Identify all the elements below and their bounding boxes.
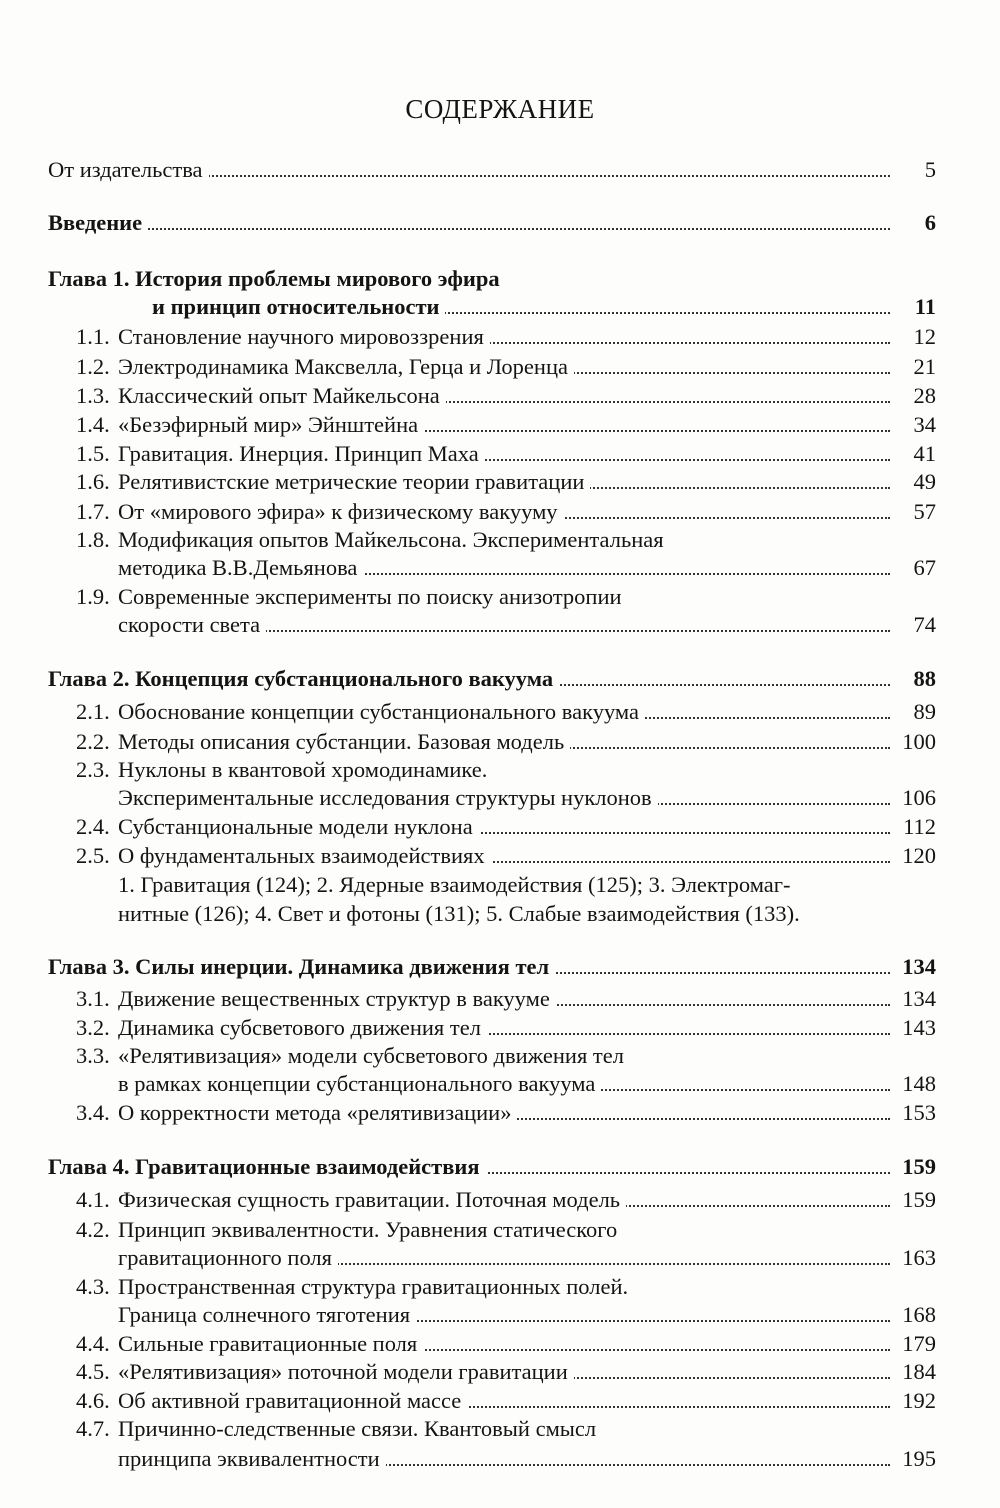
toc-page-number: 134: [902, 986, 936, 1011]
toc-entry-title: «Релятивизация» модели субсветового движения тел: [118, 1041, 940, 1071]
toc-entry-title: Экспериментальные исследования структуры нуклонов: [118, 783, 890, 813]
toc-entry: [0, 1414, 1000, 1444]
toc-entry-title: О корректности метода «релятивизации»: [118, 1098, 890, 1128]
toc-entry-title: скорости света: [118, 610, 890, 640]
toc-page-number: 120: [902, 843, 936, 868]
toc-section-number: 4.4.: [76, 1331, 110, 1356]
toc-chapter-entry: [0, 664, 1000, 694]
toc-entry: [0, 870, 1000, 900]
toc-section-number: 1.1.: [76, 324, 110, 349]
toc-entry: [0, 155, 1000, 185]
toc-entry-title: От издательства: [48, 155, 890, 185]
toc-entry: [0, 812, 1000, 842]
toc-entry: [0, 1069, 1000, 1099]
toc-section-number: 1.7.: [76, 499, 110, 524]
toc-entry-title: принципа эквивалентности: [118, 1444, 890, 1474]
toc-entry: [0, 727, 1000, 757]
toc-entry-title: Субстанциональные модели нуклона: [118, 812, 890, 842]
toc-entry-title: Движение вещественных структур в вакууме: [118, 984, 890, 1014]
toc-section-number: 4.3.: [76, 1274, 110, 1299]
toc-page-number: 159: [902, 1187, 936, 1212]
toc-page-number: 88: [913, 666, 936, 691]
toc-entry: [0, 497, 1000, 527]
toc-page-number: 153: [902, 1100, 936, 1125]
toc-entry-title: Динамика субсветового движения тел: [118, 1013, 890, 1043]
toc-page-number: 179: [902, 1331, 936, 1356]
toc-page-number: 148: [902, 1071, 936, 1096]
toc-section-number: 4.2.: [76, 1217, 110, 1242]
toc-page-number: 67: [913, 555, 936, 580]
toc-section-number: 1.9.: [76, 584, 110, 609]
toc-entry: [0, 525, 1000, 555]
toc-chapter-entry: [0, 1152, 1000, 1182]
toc-entry-title: О фундаментальных взаимодействиях: [118, 841, 890, 871]
toc-chapter-entry: [0, 208, 1000, 238]
toc-section-number: 2.2.: [76, 729, 110, 754]
toc-section-number: 3.4.: [76, 1100, 110, 1125]
toc-page-number: 74: [913, 612, 936, 637]
toc-entry: [0, 1243, 1000, 1273]
toc-section-number: 2.3.: [76, 757, 110, 782]
toc-page-number: 21: [913, 354, 936, 379]
toc-entry: [0, 1300, 1000, 1330]
toc-chapter-entry: [0, 264, 1000, 294]
toc-section-number: 1.3.: [76, 383, 110, 408]
toc-entry: [0, 1013, 1000, 1043]
toc-page-number: 159: [902, 1154, 936, 1179]
toc-entry: [0, 1098, 1000, 1128]
toc-entry-title: и принцип относительности: [152, 292, 890, 322]
toc-page-number: 11: [914, 294, 936, 319]
toc-page-number: 134: [902, 954, 936, 979]
toc-entry: [0, 1329, 1000, 1359]
toc-entry-title: Обоснование концепции субстанционального вакуума: [118, 697, 890, 727]
toc-entry-title: «Релятивизация» поточной модели гравитации: [118, 1357, 890, 1387]
toc-section-number: 2.4.: [76, 814, 110, 839]
toc-page-number: 195: [902, 1446, 936, 1471]
toc-entry-title: в рамках концепции субстанционального вакуума: [118, 1069, 890, 1099]
toc-section-number: 2.5.: [76, 843, 110, 868]
toc-entry: [0, 553, 1000, 583]
toc-chapter-entry: [0, 292, 1000, 322]
page-title: СОДЕРЖАНИЕ: [405, 94, 595, 124]
toc-entry-title: От «мирового эфира» к физическому вакууму: [118, 497, 890, 527]
toc-entry-title: Современные эксперименты по поиску анизотропии: [118, 582, 940, 612]
toc-entry: [0, 841, 1000, 871]
toc-entry-title: нитные (126); 4. Свет и фотоны (131); 5. Слабые взаимодействия (133).: [118, 899, 940, 929]
toc-entry: [0, 697, 1000, 727]
toc-page-number: 184: [902, 1359, 936, 1384]
toc-entry: [0, 1386, 1000, 1416]
toc-page-number: 49: [913, 469, 936, 494]
toc-page-number: 5: [924, 157, 936, 182]
toc-entry-title: Причинно-следственные связи. Квантовый смысл: [118, 1414, 940, 1444]
toc-entry-title: 1. Гравитация (124); 2. Ядерные взаимодействия (125); 3. Электромаг-: [118, 870, 940, 900]
toc-page-number: 100: [902, 729, 936, 754]
toc-section-number: 1.4.: [76, 412, 110, 437]
toc-entry-title: Введение: [48, 208, 890, 238]
toc-entry-title: Сильные гравитационные поля: [118, 1329, 890, 1359]
toc-entry-title: методика В.В.Демьянова: [118, 553, 890, 583]
toc-page-number: 192: [902, 1388, 936, 1413]
toc-entry: [0, 410, 1000, 440]
toc-section-number: 1.2.: [76, 354, 110, 379]
toc-entry: [0, 1215, 1000, 1245]
toc-section-number: 1.6.: [76, 469, 110, 494]
toc-entry-title: Глава 2. Концепция субстанционального вакуума: [48, 664, 890, 694]
toc-entry-title: Глава 1. История проблемы мирового эфира: [48, 264, 940, 294]
toc-entry-title: Пространственная структура гравитационных полей.: [118, 1272, 940, 1302]
toc-entry-title: Гравитация. Инерция. Принцип Маха: [118, 439, 890, 469]
toc-entry: [0, 783, 1000, 813]
toc-entry: [0, 381, 1000, 411]
toc-section-number: 3.3.: [76, 1043, 110, 1068]
toc-entry: [0, 1444, 1000, 1474]
toc-page-number: 168: [902, 1302, 936, 1327]
toc-page-number: 34: [913, 412, 936, 437]
toc-entry-title: Становление научного мировоззрения: [118, 322, 890, 352]
toc-entry-title: Классический опыт Майкельсона: [118, 381, 890, 411]
toc-section-number: 2.1.: [76, 699, 110, 724]
toc-entry-title: Релятивистские метрические теории гравитации: [118, 467, 890, 497]
toc-section-number: 4.1.: [76, 1187, 110, 1212]
toc-entry-title: Физическая сущность гравитации. Поточная модель: [118, 1185, 890, 1215]
toc-section-number: 4.5.: [76, 1359, 110, 1384]
toc-entry: [0, 467, 1000, 497]
toc-entry-title: Об активной гравитационной массе: [118, 1386, 890, 1416]
toc-section-number: 1.5.: [76, 441, 110, 466]
toc-entry: [0, 1041, 1000, 1071]
toc-entry: [0, 610, 1000, 640]
toc-section-number: 3.2.: [76, 1015, 110, 1040]
toc-entry: [0, 899, 1000, 929]
toc-entry-title: Глава 4. Гравитационные взаимодействия: [48, 1152, 890, 1182]
toc-page-number: 28: [913, 383, 936, 408]
toc-entry: [0, 984, 1000, 1014]
toc-entry: [0, 1357, 1000, 1387]
toc-entry-title: гравитационного поля: [118, 1243, 890, 1273]
toc-entry: [0, 755, 1000, 785]
toc-entry-title: Нуклоны в квантовой хромодинамике.: [118, 755, 940, 785]
toc-section-number: 4.7.: [76, 1416, 110, 1441]
toc-page-number: 6: [924, 210, 936, 235]
toc-entry: [0, 439, 1000, 469]
toc-chapter-entry: [0, 952, 1000, 982]
toc-page-number: 57: [913, 499, 936, 524]
toc-entry: [0, 352, 1000, 382]
toc-entry-title: Граница солнечного тяготения: [118, 1300, 890, 1330]
toc-page-number: 12: [913, 324, 936, 349]
toc-entry: [0, 322, 1000, 352]
toc-entry-title: Принцип эквивалентности. Уравнения статического: [118, 1215, 940, 1245]
toc-entry-title: Глава 3. Силы инерции. Динамика движения тел: [48, 952, 890, 982]
toc-entry: [0, 1185, 1000, 1215]
toc-section-number: 4.6.: [76, 1388, 110, 1413]
toc-page-number: 112: [903, 814, 936, 839]
toc-page-number: 163: [902, 1245, 936, 1270]
toc-entry-title: «Безэфирный мир» Эйнштейна: [118, 410, 890, 440]
toc-section-number: 1.8.: [76, 527, 110, 552]
toc-page-number: 89: [913, 699, 936, 724]
toc-page-number: 41: [913, 441, 936, 466]
toc-entry: [0, 1272, 1000, 1302]
toc-page-number: 143: [902, 1015, 936, 1040]
toc-page-number: 106: [902, 785, 936, 810]
toc-section-number: 3.1.: [76, 986, 110, 1011]
toc-entry-title: Модификация опытов Майкельсона. Экспериментальная: [118, 525, 940, 555]
toc-entry: [0, 582, 1000, 612]
toc-entry-title: Методы описания субстанции. Базовая модель: [118, 727, 890, 757]
toc-entry-title: Электродинамика Максвелла, Герца и Лоренца: [118, 352, 890, 382]
